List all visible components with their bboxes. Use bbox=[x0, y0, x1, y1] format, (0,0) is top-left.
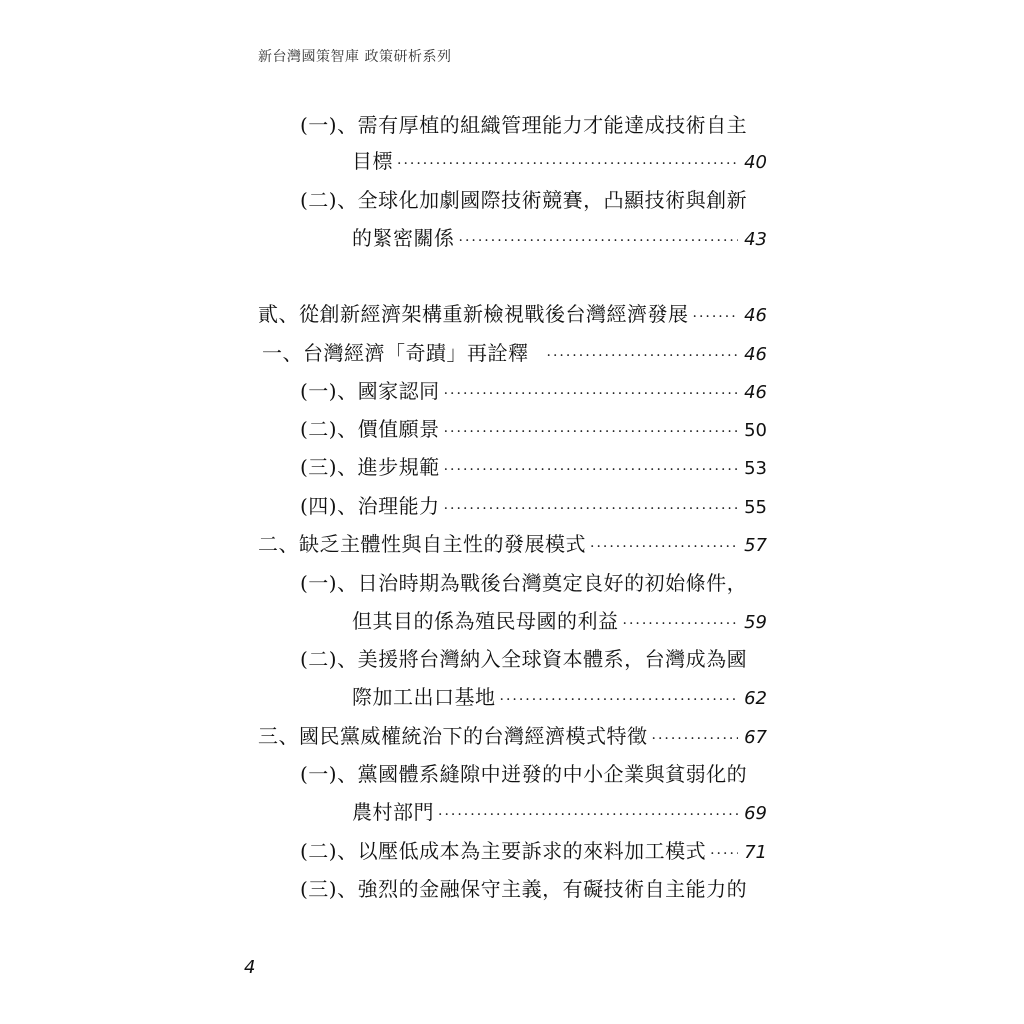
leader-dots bbox=[590, 534, 738, 560]
toc-page-number: 59 bbox=[744, 612, 767, 633]
toc-page-number: 50 bbox=[744, 420, 767, 441]
toc-entry-title: 三、國民黨威權統治下的台灣經濟模式特徵 bbox=[258, 724, 648, 748]
leader-dots bbox=[500, 687, 739, 713]
toc-entry-title: (二)、價值願景 bbox=[300, 417, 440, 441]
toc-entry bbox=[300, 646, 747, 672]
toc-chapter-entry bbox=[258, 301, 767, 330]
toc-page-number: 67 bbox=[744, 727, 767, 748]
leader-dots bbox=[547, 343, 739, 369]
toc-section-entry bbox=[262, 340, 767, 369]
toc-entry-title: 一、台灣經濟「奇蹟」再詮釋 bbox=[262, 341, 529, 365]
toc-entry-title: (一)、國家認同 bbox=[300, 379, 440, 403]
toc-page-number: 62 bbox=[744, 688, 767, 709]
toc-page-number: 40 bbox=[744, 152, 767, 173]
toc-entry bbox=[352, 684, 767, 713]
toc-entry-title: 但其目的係為殖民母國的利益 bbox=[352, 609, 619, 633]
leader-dots bbox=[623, 611, 739, 637]
leader-dots bbox=[459, 228, 739, 254]
toc-entry-title: (四)、治理能力 bbox=[300, 494, 440, 518]
toc-entry bbox=[300, 570, 747, 596]
toc-page-number: 69 bbox=[744, 803, 767, 824]
toc-entry bbox=[300, 761, 747, 787]
running-header: 新台灣國策智庫 政策研析系列 bbox=[258, 49, 452, 65]
toc-entry-title: (三)、進步規範 bbox=[300, 455, 440, 479]
toc-page-number: 71 bbox=[744, 842, 767, 863]
toc-entry-title: (一)、需有厚植的組織管理能力才能達成技術自主 bbox=[300, 113, 748, 137]
toc-entry bbox=[300, 838, 767, 867]
toc-entry-title: 目標 bbox=[352, 149, 393, 173]
leader-dots bbox=[710, 841, 738, 867]
leader-dots bbox=[444, 496, 738, 522]
toc-page-number: 46 bbox=[744, 305, 767, 326]
toc-entry-title: (三)、強烈的金融保守主義，有礙技術自主能力的 bbox=[300, 877, 748, 901]
toc-page-number: 53 bbox=[744, 458, 767, 479]
leader-dots bbox=[444, 457, 738, 483]
toc-page-number: 55 bbox=[744, 497, 767, 518]
toc-entry-title: (二)、以壓低成本為主要訴求的來料加工模式 bbox=[300, 839, 707, 863]
toc-entry bbox=[300, 112, 747, 138]
toc-entry bbox=[300, 187, 747, 213]
toc-page-number: 46 bbox=[744, 382, 767, 403]
toc-page-number: 46 bbox=[744, 344, 767, 365]
toc-entry-title: (二)、全球化加劇國際技術競賽，凸顯技術與創新 bbox=[300, 188, 748, 212]
toc-entry bbox=[352, 799, 767, 828]
toc-entry-title: 農村部門 bbox=[352, 800, 434, 824]
toc-entry bbox=[352, 225, 767, 254]
toc-entry bbox=[300, 876, 747, 902]
toc-entry-title: (二)、美援將台灣納入全球資本體系，台灣成為國 bbox=[300, 647, 748, 671]
toc-entry-title: (一)、黨國體系縫隙中迸發的中小企業與貧弱化的 bbox=[300, 762, 748, 786]
page-number: 4 bbox=[244, 957, 256, 978]
toc-entry-title: 貳、從創新經濟架構重新檢視戰後台灣經濟發展 bbox=[258, 302, 689, 326]
toc-entry bbox=[352, 148, 767, 177]
toc-page-number: 57 bbox=[744, 535, 767, 556]
toc-section-entry bbox=[258, 531, 767, 560]
toc-page-number: 43 bbox=[744, 229, 767, 250]
toc-entry bbox=[300, 493, 767, 522]
toc-entry bbox=[300, 378, 767, 407]
toc-entry-title: (一)、日治時期為戰後台灣奠定良好的初始條件， bbox=[300, 571, 748, 595]
leader-dots bbox=[444, 381, 738, 407]
toc-entry-title: 的緊密關係 bbox=[352, 226, 455, 250]
toc-entry-title: 二、缺乏主體性與自主性的發展模式 bbox=[258, 532, 586, 556]
toc-entry-title: 際加工出口基地 bbox=[352, 685, 496, 709]
leader-dots bbox=[444, 419, 738, 445]
leader-dots bbox=[438, 802, 738, 828]
leader-dots bbox=[693, 304, 739, 330]
toc-section-entry bbox=[258, 723, 767, 752]
toc-entry bbox=[352, 608, 767, 637]
toc-entry bbox=[300, 416, 767, 445]
leader-dots bbox=[652, 726, 739, 752]
leader-dots bbox=[397, 151, 738, 177]
toc-entry bbox=[300, 454, 767, 483]
